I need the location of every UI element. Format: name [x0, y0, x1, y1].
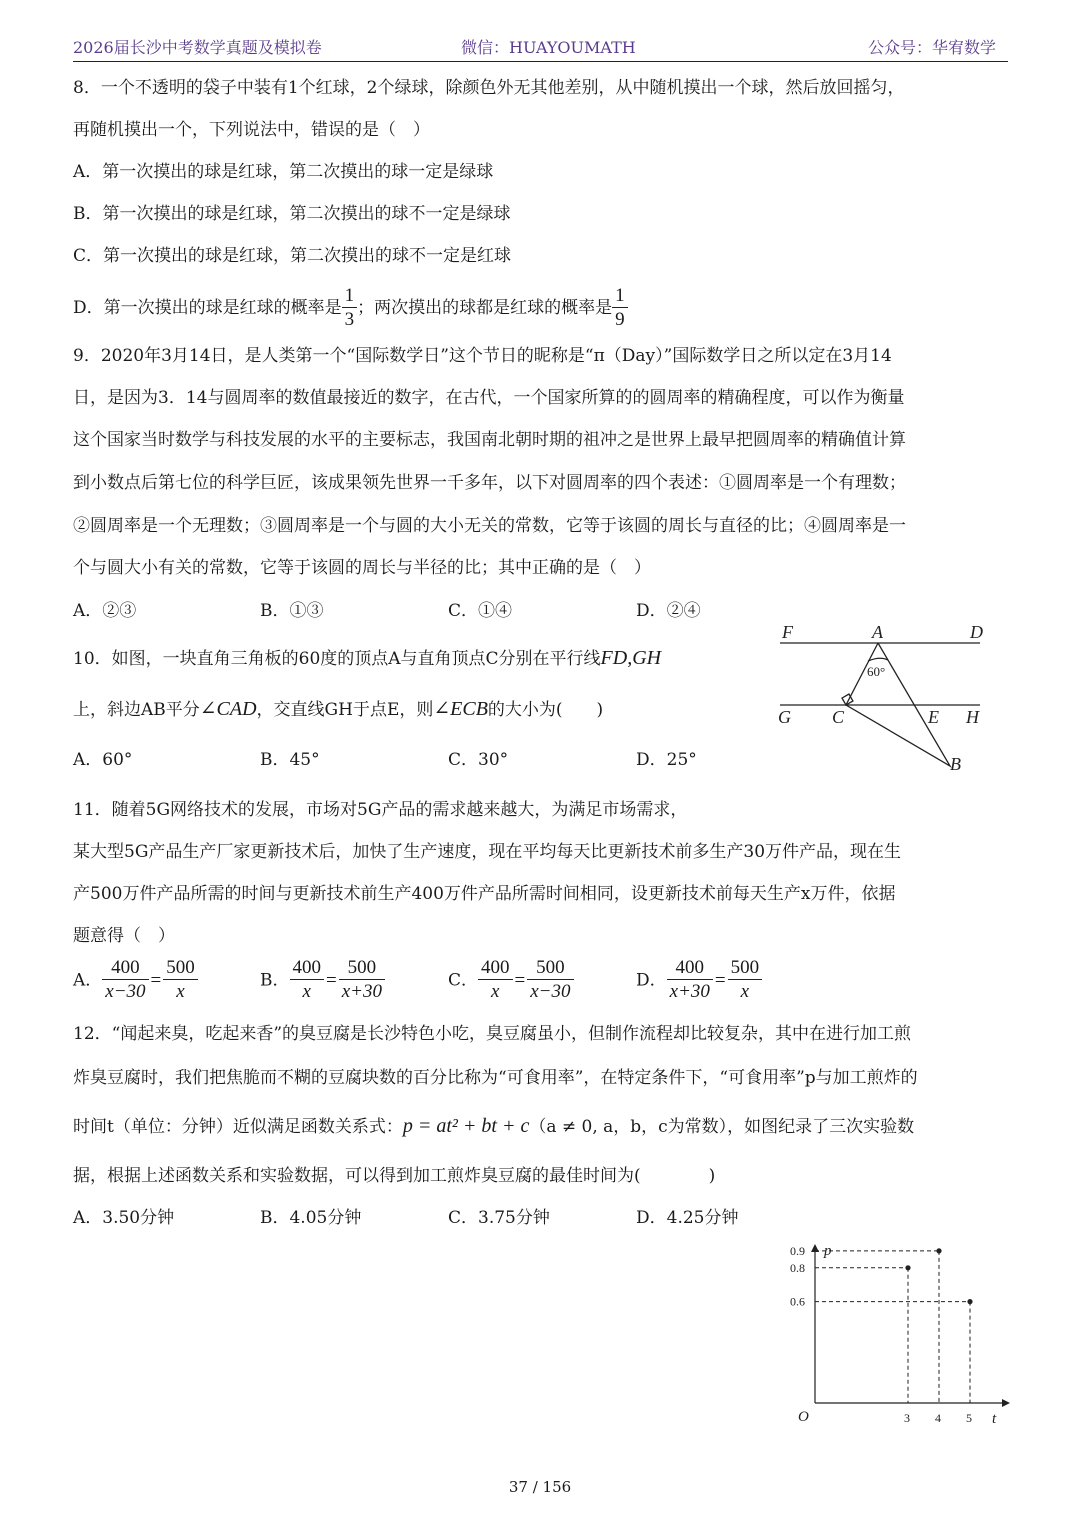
q8-option-b: B．第一次摸出的球是红球，第二次摸出的球不一定是绿球: [73, 204, 511, 224]
svg-text:F: F: [782, 622, 793, 642]
q8-d-text2: ；两次摸出的球都是红球的概率是: [357, 298, 613, 318]
data-point: [936, 1248, 941, 1253]
q11-option-c: C． $\frac{400}{x}$ = $\frac{500}{x-30}$: [448, 957, 574, 1004]
svg-text:H: H: [966, 707, 979, 727]
q8-option-d: [73, 282, 628, 334]
q9-line: 这个国家当时数学与科技发展的水平的主要标志，我国南北朝时期的祖冲之是世界上最早把圆周率的精确值计算: [73, 430, 906, 450]
q9-option-a: A．②③: [73, 601, 137, 621]
x-tick-label: 5: [966, 1411, 972, 1425]
header-center: 微信：HUAYOUMATH: [461, 38, 636, 57]
header-left: 2026届长沙中考数学真题及模拟卷: [73, 38, 322, 57]
q9-line: 个与圆大小有关的常数，它等于该圆的周长与半径的比；其中正确的是（ ）: [73, 558, 651, 578]
q9-line: 到小数点后第七位的科学巨匠，该成果领先世界一千多年，以下对圆周率的四个表述：①圆周率是一个有理数；: [73, 473, 906, 493]
q10-triangle-figure: [770, 618, 1010, 778]
q9-option-b: B．①③: [260, 601, 324, 621]
y-axis-label: p: [824, 1243, 832, 1259]
data-point: [967, 1299, 972, 1304]
data-point: [905, 1265, 910, 1270]
q10-option-d: D．25°: [636, 750, 697, 770]
svg-text:D: D: [970, 622, 983, 642]
q10-option-a: A．60°: [73, 750, 133, 770]
y-tick-label: 0.6: [790, 1294, 805, 1309]
angle-arc: [868, 658, 888, 661]
q12-line4: 据，根据上述函数关系和实验数据，可以得到加工煎炸臭豆腐的最佳时间为( ): [73, 1166, 716, 1186]
q9-line: ②圆周率是一个无理数；③圆周率是一个与圆的大小无关的常数，它等于该圆的周长与直径的比；④圆周率是一: [73, 516, 906, 536]
q12-option-b: B．4.05分钟: [260, 1208, 362, 1228]
q8-option-c: C．第一次摸出的球是红球，第二次摸出的球不一定是红球: [73, 246, 512, 266]
q11-option-d: D． $\frac{400}{x+30}$ = $\frac{500}{x}$: [636, 957, 762, 1004]
fraction-one-ninth: $\frac{1}{9}$: [612, 285, 628, 332]
svg-text:E: E: [928, 707, 939, 727]
page-number: 37 / 156: [508, 1478, 572, 1496]
svg-text:60°: 60°: [867, 664, 886, 679]
q11-option-a: A． $\frac{400}{x-30}$ = $\frac{500}{x}$: [73, 957, 198, 1004]
header-right: 公众号：华宥数学: [867, 38, 996, 57]
q9-line: 9．2020年3月14日，是人类第一个“国际数学日”这个节日的昵称是“π（Day）”国际数学日之所以定在3月14: [73, 346, 892, 366]
q10-option-b: B．45°: [260, 750, 320, 770]
page-header: [73, 35, 1008, 62]
x-axis-label: t: [992, 1411, 997, 1427]
q8-line1: 8．一个不透明的袋子中装有1个红球，2个绿球，除颜色外无其他差别，从中随机摸出一个球，然后放回摇匀，: [73, 78, 905, 98]
fraction-one-third: $\frac{1}{3}$: [342, 285, 358, 332]
q10-line1: 10．如图，一块直角三角板的60度的顶点A与直角顶点C分别在平行线FD,GH: [73, 647, 662, 669]
origin-label: O: [798, 1409, 809, 1425]
q8-line2: 再随机摸出一个，下列说法中，错误的是（ ）: [73, 120, 430, 140]
q11-line: 产500万件产品所需的时间与更新技术前生产400万件产品所需时间相同，设更新技术前每天生产x万件，依据: [73, 884, 896, 904]
q11-line: 某大型5G产品生产厂家更新技术后，加快了生产速度，现在平均每天比更新技术前多生产30万件产品，现在生: [73, 842, 902, 862]
x-axis-arrow: [1002, 1399, 1010, 1407]
q12-line3: 时间t（单位：分钟）近似满足函数关系式：p = at² + bt + c（a ≠ 0, a，b，c为常数），如图纪录了三次实验数: [73, 1115, 915, 1137]
q10-line2: 上，斜边AB平分∠CAD，交直线GH于点E，则∠ECB的大小为( ): [73, 698, 604, 720]
svg-text:C: C: [832, 707, 845, 727]
y-tick-label: 0.8: [790, 1260, 805, 1275]
svg-text:A: A: [872, 622, 883, 642]
q9-option-c: C．①④: [448, 601, 513, 621]
q12-option-c: C．3.75分钟: [448, 1208, 550, 1228]
q12-option-a: A．3.50分钟: [73, 1208, 175, 1228]
q11-line: 11．随着5G网络技术的发展，市场对5G产品的需求越来越大，为满足市场需求，: [73, 800, 688, 820]
q12-option-d: D．4.25分钟: [636, 1208, 739, 1228]
q9-option-d: D．②④: [636, 601, 701, 621]
q8-option-a: A．第一次摸出的球是红球，第二次摸出的球一定是绿球: [73, 162, 494, 182]
q11-line: 题意得（ ）: [73, 926, 175, 946]
svg-text:B: B: [950, 754, 961, 774]
q11-option-b: B． $\frac{400}{x}$ = $\frac{500}{x+30}$: [260, 957, 385, 1004]
svg-text:G: G: [778, 707, 791, 727]
q12-data-graph: [780, 1240, 1020, 1440]
y-tick-label: 0.9: [790, 1243, 805, 1258]
q10-option-c: C．30°: [448, 750, 509, 770]
q12-line2: 炸臭豆腐时，我们把焦脆而不糊的豆腐块数的百分比称为“可食用率”，在特定条件下，“可食用率”p与加工煎炸的: [73, 1068, 918, 1088]
q12-line1: 12．“闻起来臭，吃起来香”的臭豆腐是长沙特色小吃，臭豆腐虽小，但制作流程却比较复杂，其中在进行加工煎: [73, 1024, 912, 1044]
q8-d-text1: D．第一次摸出的球是红球的概率是: [73, 298, 342, 318]
x-tick-label: 3: [904, 1411, 910, 1425]
q9-line: 日，是因为3．14与圆周率的数值最接近的数字，在古代，一个国家所算的的圆周率的精确程度，可以作为衡量: [73, 388, 905, 408]
x-tick-label: 4: [935, 1411, 941, 1425]
